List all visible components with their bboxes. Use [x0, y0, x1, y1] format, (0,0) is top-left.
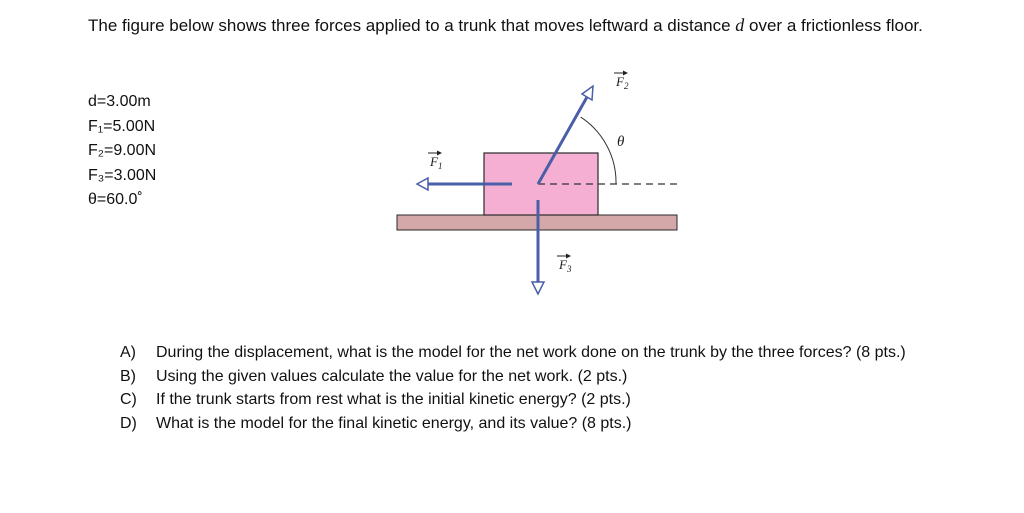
given-distance: d=3.00m — [88, 93, 151, 110]
question-a — [120, 341, 960, 365]
question-a-text: During the displacement, what is the model for the net work done on the trunk by the three forces? (8 pts.) — [156, 344, 906, 361]
f3-vector-label — [557, 254, 572, 275]
question-c-label: C) — [120, 391, 137, 408]
question-b-label: B) — [120, 367, 136, 385]
question-b-text: Using the given values calculate the value for the net work. (2 pts.) — [156, 367, 628, 385]
f1-letter: F — [430, 154, 438, 169]
force-diagram — [390, 60, 690, 310]
f1-vector-label — [428, 151, 442, 172]
question-c-text: If the trunk starts from rest what is the initial kinetic energy? (2 pts.) — [156, 391, 631, 408]
f2-vector-label — [614, 71, 629, 92]
f2-letter: F — [616, 74, 624, 89]
f3-letter: F — [559, 257, 567, 272]
given-theta: θ=60.0˚ — [88, 191, 143, 208]
f3-subscript: 3 — [566, 264, 572, 274]
question-list — [120, 341, 960, 435]
given-f3: F₃=3.00N — [88, 166, 157, 184]
theta-label: θ — [617, 134, 625, 150]
given-f2: F₂=9.00N — [88, 142, 157, 159]
svg-text:F2 — [615, 74, 629, 91]
question-b — [120, 365, 960, 389]
question-a-label: A) — [120, 344, 136, 361]
intro-text-part1: The figure below shows three forces applied to a trunk that moves leftward a distance — [88, 16, 736, 35]
question-d-label: D) — [120, 414, 137, 432]
question-c — [120, 388, 960, 412]
f2-subscript: 2 — [623, 81, 629, 91]
given-values — [88, 90, 156, 213]
distance-symbol: d — [735, 15, 745, 35]
problem-statement — [88, 10, 948, 41]
svg-text:F3 — [558, 257, 572, 274]
question-d-text: What is the model for the final kinetic energy, and its value? (8 pts.) — [156, 414, 632, 432]
question-d — [120, 412, 960, 436]
given-f1: F₁=5.00N — [88, 117, 156, 135]
svg-text:F1 — [429, 154, 442, 171]
f1-subscript: 1 — [437, 161, 443, 171]
intro-text-part2: over a frictionless floor. — [744, 16, 923, 35]
